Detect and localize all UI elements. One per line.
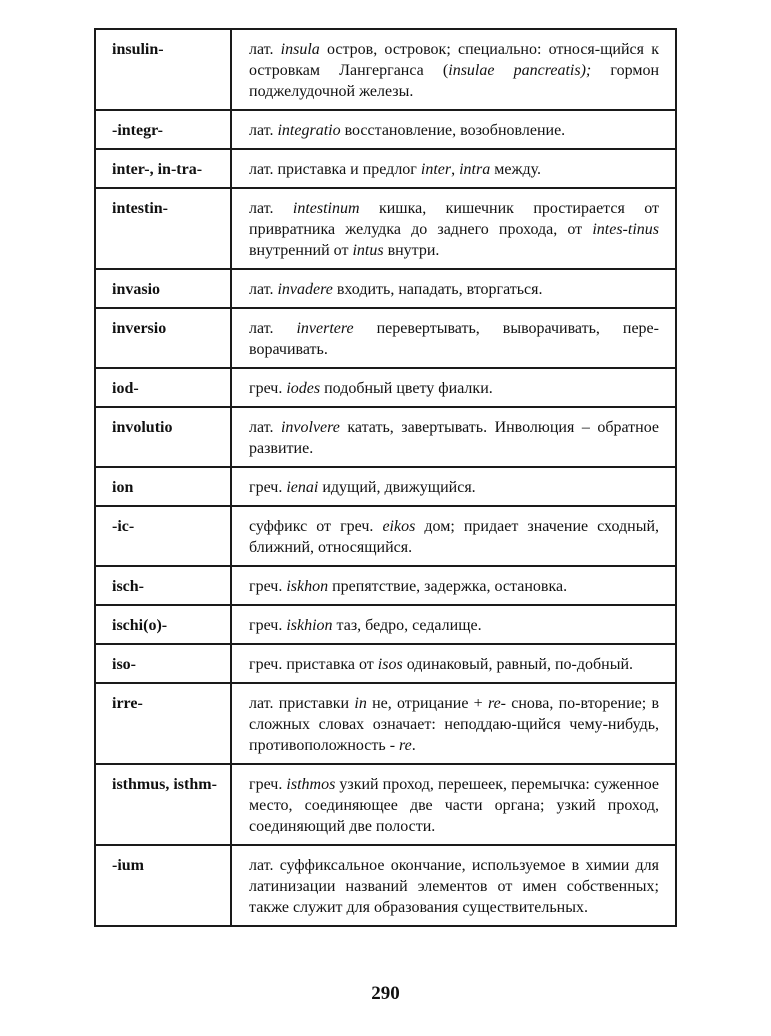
definition-text: , [451, 161, 460, 178]
definition-text: узкий проход, перешеек, перемычка: суженное место, соединяющее две части органа; узкий проход, соединяющий две полости. [249, 776, 660, 835]
table-row [95, 368, 676, 407]
definition-italic-text: isthmos [286, 776, 336, 793]
definition-italic-text: iskhion [286, 617, 333, 634]
definition-text: гормон поджелудочной железы. [249, 62, 660, 100]
definition-text: лат. приставки [249, 695, 355, 712]
definition-italic-text: intus [352, 242, 384, 259]
table-row [95, 308, 676, 368]
definition-text: греч. [249, 617, 287, 634]
definition-italic-text: invadere [277, 281, 333, 298]
table-row [95, 29, 676, 110]
table-row [95, 110, 676, 149]
definition-cell [231, 29, 676, 110]
table-row [95, 467, 676, 506]
definition-italic-text: iodes [286, 380, 321, 397]
definition-cell [231, 110, 676, 149]
definition-cell [231, 506, 676, 566]
definition-italic-text: isos [377, 656, 403, 673]
definition-text: восстановление, возобновление. [340, 122, 566, 139]
definition-text: лат. [249, 281, 278, 298]
definition-text: лат. приставка и предлог [249, 161, 421, 178]
definition-text: подобный цвету фиалки. [320, 380, 493, 397]
term-cell: inversio [95, 308, 231, 368]
definition-text: одинаковый, равный, по-добный. [402, 656, 634, 673]
term-cell: ion [95, 467, 231, 506]
term-cell: inter-, in-tra- [95, 149, 231, 188]
definition-text: греч. приставка от [249, 656, 378, 673]
term-cell: insulin- [95, 29, 231, 110]
table-row [95, 605, 676, 644]
definition-text: лат. [249, 320, 297, 337]
definition-cell [231, 605, 676, 644]
definition-text: лат. [249, 41, 281, 58]
definition-italic-text: integratio [277, 122, 341, 139]
definition-text: внутри. [383, 242, 440, 259]
definition-text: суффикс от греч. [249, 518, 383, 535]
definition-text: таз, бедро, седалище. [332, 617, 482, 634]
definition-italic-text: eikos [382, 518, 416, 535]
page-number: 290 [371, 983, 400, 1004]
definition-cell [231, 845, 676, 926]
definition-text: катать, завертывать. Инволюция – обратное развитие. [249, 419, 659, 457]
definition-text: лат. [249, 200, 293, 217]
definition-text: внутренний от [249, 242, 353, 259]
definition-text: перевертывать, выворачивать, пере-ворачивать. [249, 320, 659, 358]
definition-italic-text: invertere [296, 320, 354, 337]
definition-cell [231, 683, 676, 764]
definition-text: идущий, движущийся. [318, 479, 476, 496]
definition-cell [231, 308, 676, 368]
definition-italic-text: re- [487, 695, 506, 712]
definition-italic-text: intestinum [292, 200, 360, 217]
definition-cell [231, 644, 676, 683]
table-row [95, 188, 676, 269]
definition-italic-text: re [399, 737, 412, 754]
definition-italic-text: involvere [280, 419, 340, 436]
definition-italic-text: insulae pancreatis); [448, 62, 592, 79]
definition-text: между. [490, 161, 542, 178]
definition-cell [231, 764, 676, 845]
definition-text: . [411, 737, 416, 754]
definition-text: греч. [249, 479, 287, 496]
definition-cell [231, 467, 676, 506]
definition-cell [231, 269, 676, 308]
table-row [95, 506, 676, 566]
table-row [95, 683, 676, 764]
definition-cell [231, 407, 676, 467]
definition-italic-text: inter [420, 161, 452, 178]
term-cell: iso- [95, 644, 231, 683]
definition-italic-text: intes-tinus [592, 221, 659, 238]
table-row [95, 764, 676, 845]
term-cell: ischi(o)- [95, 605, 231, 644]
table-row [95, 407, 676, 467]
definition-text: входить, нападать, вторгаться. [332, 281, 543, 298]
glossary-rows [95, 29, 676, 926]
term-cell: isch- [95, 566, 231, 605]
definition-text: кишка, кишечник простирается от привратника желудка до заднего прохода, от [249, 200, 660, 238]
definition-italic-text: ienai [286, 479, 319, 496]
term-cell: -integr- [95, 110, 231, 149]
definition-italic-text: iskhon [286, 578, 329, 595]
definition-italic-text: intra [459, 161, 491, 178]
term-cell: intestin- [95, 188, 231, 269]
table-row [95, 149, 676, 188]
term-cell: -ium [95, 845, 231, 926]
table-row [95, 566, 676, 605]
definition-text: снова, по-вторение; в сложных словах означает: неподдаю-щийся чему-нибудь, противоположность - [249, 695, 660, 754]
definition-cell [231, 149, 676, 188]
definition-cell [231, 368, 676, 407]
term-cell: iod- [95, 368, 231, 407]
definition-text: греч. [249, 578, 287, 595]
definition-text: лат. [249, 419, 281, 436]
term-cell: isthmus, isthm- [95, 764, 231, 845]
definition-text: лат. суффиксальное окончание, используемое в химии для латинизации названий элементов от имен собственных; также служит для образования существительных. [249, 857, 659, 916]
definition-italic-text: in [354, 695, 367, 712]
table-row [95, 269, 676, 308]
definition-italic-text: insula [280, 41, 320, 58]
definition-text: лат. [249, 122, 278, 139]
term-cell: irre- [95, 683, 231, 764]
term-cell: -ic- [95, 506, 231, 566]
definition-text: не, отрицание + [366, 695, 488, 712]
table-row [95, 644, 676, 683]
term-cell: invasio [95, 269, 231, 308]
definition-text: остров, островок; специально: относя-щийся к островкам Лангерганса ( [249, 41, 659, 79]
definition-text: дом; придает значение сходный, ближний, относящийся. [249, 518, 659, 556]
definition-cell [231, 566, 676, 605]
glossary-table [94, 28, 677, 927]
definition-text: греч. [249, 776, 287, 793]
definition-text: греч. [249, 380, 287, 397]
definition-text: препятствие, задержка, остановка. [328, 578, 568, 595]
term-cell: involutio [95, 407, 231, 467]
table-row [95, 845, 676, 926]
definition-cell [231, 188, 676, 269]
